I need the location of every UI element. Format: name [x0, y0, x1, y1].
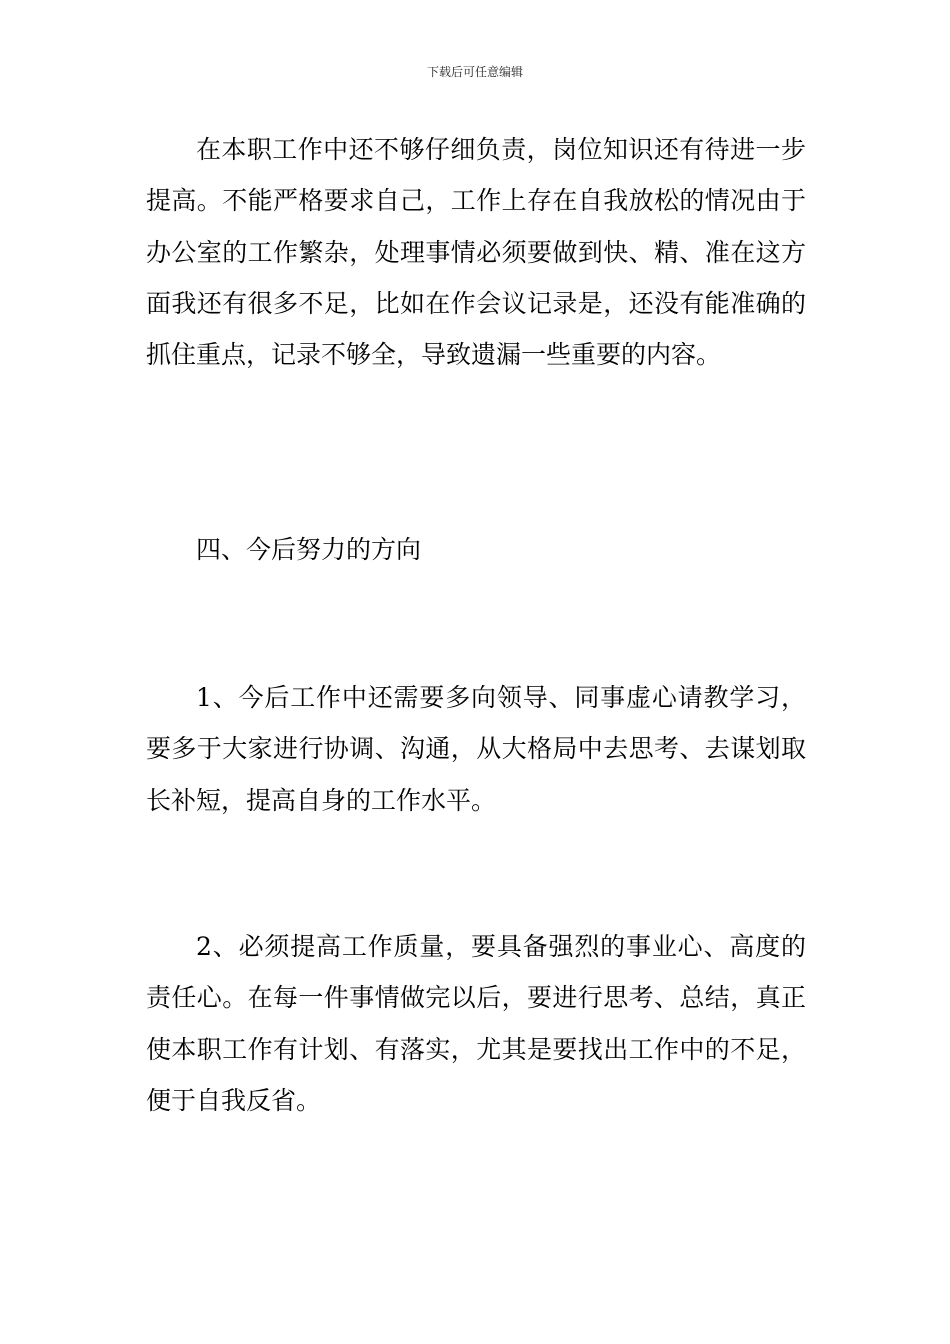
- page-header: 下载后可任意编辑: [426, 65, 523, 79]
- section-heading-future-direction: 四、今后努力的方向: [196, 535, 422, 564]
- body-paragraph-shortcomings: 在本职工作中还不够仔细负责，岗位知识还有待进一步提高。不能严格要求自己，工作上存在自我放松的情况由于办公室的工作繁杂，处理事情必须要做到快、精、准在这方面我还有很多不足，比如在作会议记录是，还没有能准确的抓住重点，记录不够全，导致遗漏一些重要的内容。: [146, 135, 806, 370]
- body-paragraph-item-2: 2、必须提高工作质量，要具备强烈的事业心、高度的责任心。在每一件事情做完以后，要进行思考、总结，真正使本职工作有计划、有落实，尤其是要找出工作中的不足，便于自我反省。: [146, 932, 806, 1115]
- body-paragraph-item-1: 1、今后工作中还需要多向领导、同事虚心请教学习，要多于大家进行协调、沟通，从大格局中去思考、去谋划取长补短，提高自身的工作水平。: [146, 683, 806, 815]
